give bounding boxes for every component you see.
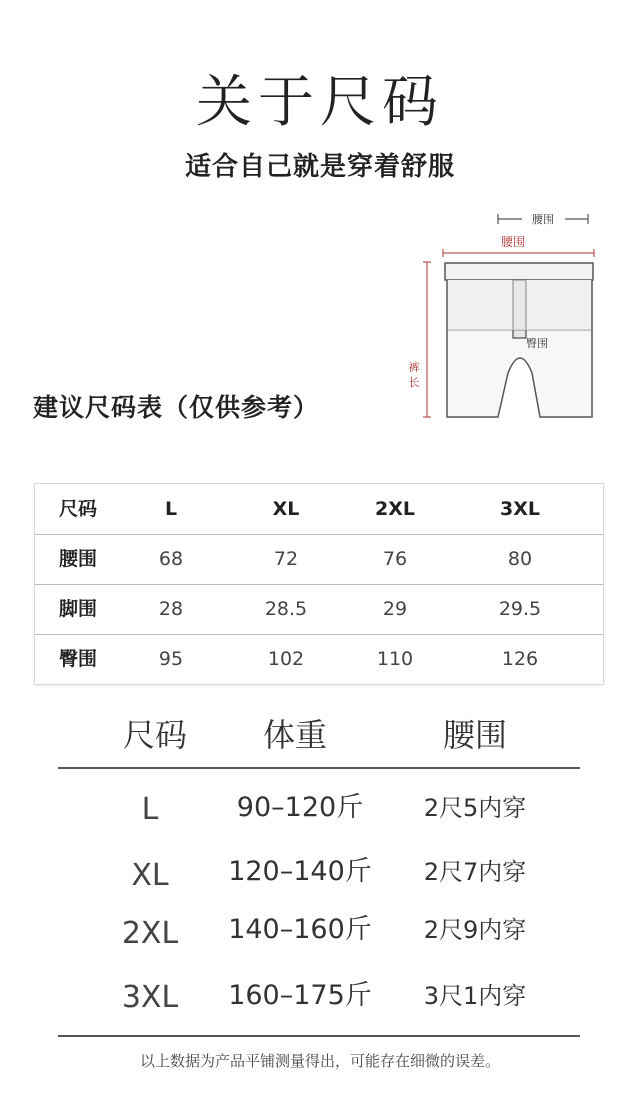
- table-cell: 68: [158, 548, 184, 570]
- table-row: [35, 534, 603, 585]
- table-cell: 29.5: [498, 598, 542, 620]
- table-cell: 76: [382, 548, 408, 570]
- table-cell: 72: [273, 548, 299, 570]
- section-title: 建议尺码表（仅供参考）: [33, 393, 320, 422]
- waist-top-label: 腰围: [532, 213, 554, 226]
- weight-row-size: XL: [131, 858, 169, 893]
- hip-label: 臀围: [526, 337, 548, 350]
- header-cell: 2XL: [375, 498, 415, 520]
- weight-table-header-size: 尺码: [122, 716, 187, 754]
- length-label-1: 裤: [408, 361, 420, 374]
- table-cell: 102: [267, 648, 305, 670]
- table-cell: 28: [158, 598, 184, 620]
- page-title: 关于尺码: [196, 70, 444, 135]
- table-cell: 126: [501, 648, 539, 670]
- size-table-header: [35, 484, 603, 535]
- measurement-note: 以上数据为产品平铺测量得出，可能存在细微的误差。: [139, 1052, 500, 1070]
- header-cell: 尺码: [59, 498, 98, 520]
- table-cell: 110: [376, 648, 414, 670]
- weight-row-weight: 160–175斤: [228, 980, 372, 1011]
- table-cell: 80: [507, 548, 533, 570]
- waist-red-label: 腰围: [500, 235, 526, 249]
- weight-row-waist: 2尺5内穿: [423, 794, 527, 822]
- weight-row-size: L: [141, 792, 159, 827]
- row-label: 脚围: [59, 598, 98, 620]
- header-cell: 3XL: [500, 498, 540, 520]
- table-cell: 95: [158, 648, 184, 670]
- weight-row-waist: 2尺7内穿: [423, 858, 527, 886]
- table-row: [35, 584, 603, 635]
- weight-row-size: 2XL: [121, 916, 179, 951]
- weight-row-size: 3XL: [121, 980, 179, 1015]
- shorts-measurement-diagram: [400, 205, 610, 430]
- size-table: [34, 483, 604, 685]
- weight-row-weight: 90–120斤: [236, 792, 364, 823]
- divider: [58, 1035, 580, 1037]
- weight-table-header-waist: 腰围: [442, 716, 507, 754]
- row-label: 臀围: [59, 648, 98, 670]
- weight-row-weight: 120–140斤: [228, 856, 372, 887]
- divider: [58, 767, 580, 769]
- weight-row-waist: 2尺9内穿: [423, 916, 527, 944]
- length-label-2: 长: [408, 376, 420, 389]
- table-cell: 28.5: [264, 598, 308, 620]
- weight-table-header-weight: 体重: [262, 716, 327, 754]
- row-label: 腰围: [59, 548, 98, 570]
- weight-row-waist: 3尺1内穿: [423, 982, 527, 1010]
- table-row: [35, 634, 603, 684]
- page-subtitle: 适合自己就是穿着舒服: [184, 152, 455, 182]
- weight-row-weight: 140–160斤: [228, 914, 372, 945]
- header-cell: XL: [272, 498, 300, 520]
- header-cell: L: [164, 498, 178, 520]
- table-cell: 29: [382, 598, 408, 620]
